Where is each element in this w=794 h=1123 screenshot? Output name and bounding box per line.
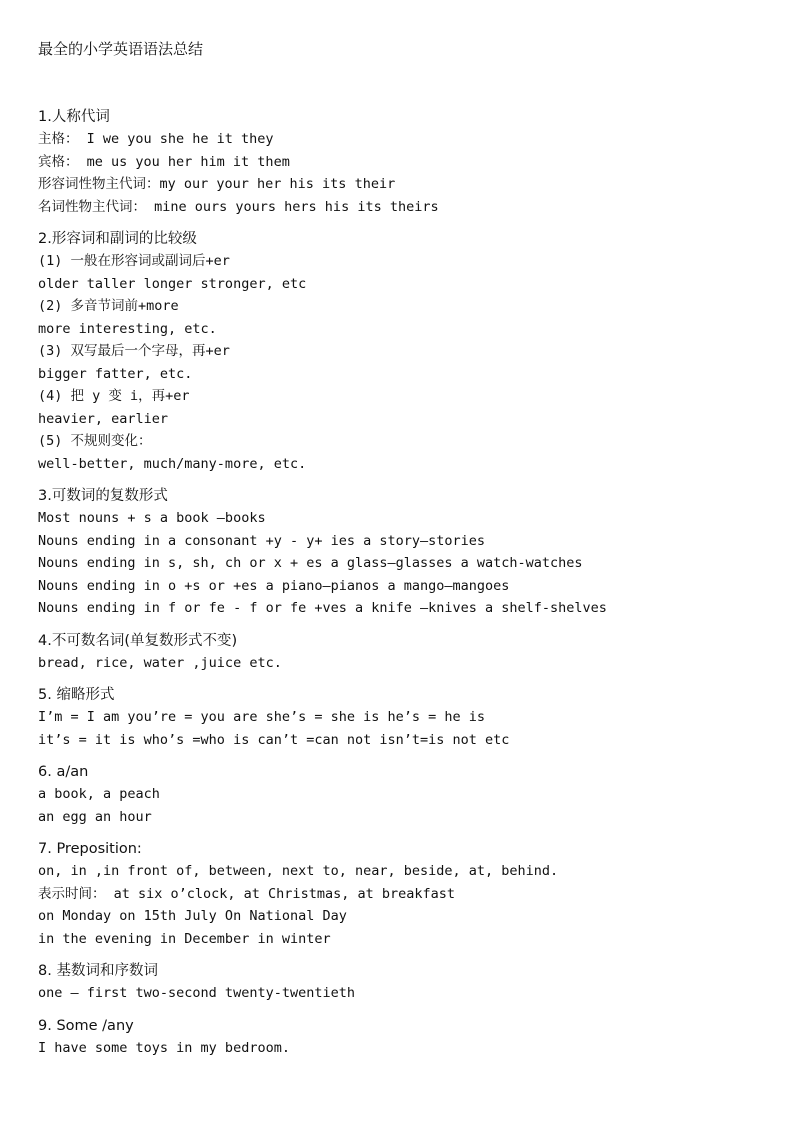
text-line: 表示时间： at six o’clock, at Christmas, at breakfast [38,885,455,902]
text-line: Nouns ending in a consonant +y - y+ ies a story—stories [38,532,486,549]
text-line: heavier, earlier [38,410,169,427]
section-heading: 1.人称代词 [38,109,110,125]
text-line: well-better, much/many-more, etc. [38,455,307,472]
section-heading: 4.不可数名词(单复数形式不变) [38,632,238,649]
section-2 [38,228,758,475]
text-line: I’m = I am you’re = you are she’s = she is he’s = he is [38,709,486,725]
text-line: in the evening in December in winter [38,930,331,947]
text-line: Most nouns + s a book –books [38,510,266,526]
text-line: bread, rice, water ,juice etc. [38,654,282,671]
sections-container [38,106,758,1059]
text-line: older taller longer stronger, etc [38,275,307,292]
section-heading: 2.形容词和副词的比较级 [38,231,197,247]
section-heading: 7. Preposition: [38,841,142,857]
document-title: 最全的小学英语语法总结 [38,40,204,58]
text-line: on, in ,in front of, between, next to, near, beside, at, behind. [38,863,559,879]
section-1 [38,106,758,218]
section-heading: 9. Some /any [38,1017,134,1034]
text-line: a book, a peach [38,786,160,802]
section-heading: 5. 缩略形式 [38,687,115,703]
section-7 [38,838,758,950]
text-line: bigger fatter, etc. [38,365,193,382]
section-9 [38,1015,758,1060]
section-3 [38,485,758,620]
text-line: (2) 多音节词前+more [38,298,179,314]
text-line: 名词性物主代词： mine ours yours hers his its theirs [38,198,439,215]
text-line: 形容词性物主代词：my our your her his its their [38,176,396,192]
text-line: an egg an hour [38,808,152,825]
text-line: 主格： I we you she he it they [38,131,274,147]
section-8 [38,960,758,1005]
text-line: (3) 双写最后一个字母，再+er [38,343,230,359]
text-line: (5) 不规则变化： [38,433,152,449]
section-heading: 3.可数词的复数形式 [38,488,168,504]
section-4 [38,630,758,675]
document-page [38,38,758,1069]
text-line: (4) 把 y 变 i，再+er [38,388,190,404]
text-line: it’s = it is who’s =who is can’t =can not isn’t=is not etc [38,731,510,748]
text-line: (1) 一般在形容词或副词后+er [38,253,230,269]
section-heading: 8. 基数词和序数词 [38,963,158,979]
section-5 [38,684,758,751]
text-line: one – first two-second twenty-twentieth [38,985,355,1001]
section-heading: 6. a/an [38,764,89,780]
text-line: Nouns ending in o +s or +es a piano—pianos a mango—mangoes [38,577,510,594]
section-6 [38,761,758,828]
text-line: on Monday on 15th July On National Day [38,908,347,924]
text-line: Nouns ending in f or fe - f or fe +ves a knife –knives a shelf-shelves [38,600,607,616]
text-line: Nouns ending in s, sh, ch or x + es a glass—glasses a watch-watches [38,555,583,571]
text-line: 宾格： me us you her him it them [38,153,290,170]
text-line: more interesting, etc. [38,320,217,337]
text-line: I have some toys in my bedroom. [38,1039,290,1056]
